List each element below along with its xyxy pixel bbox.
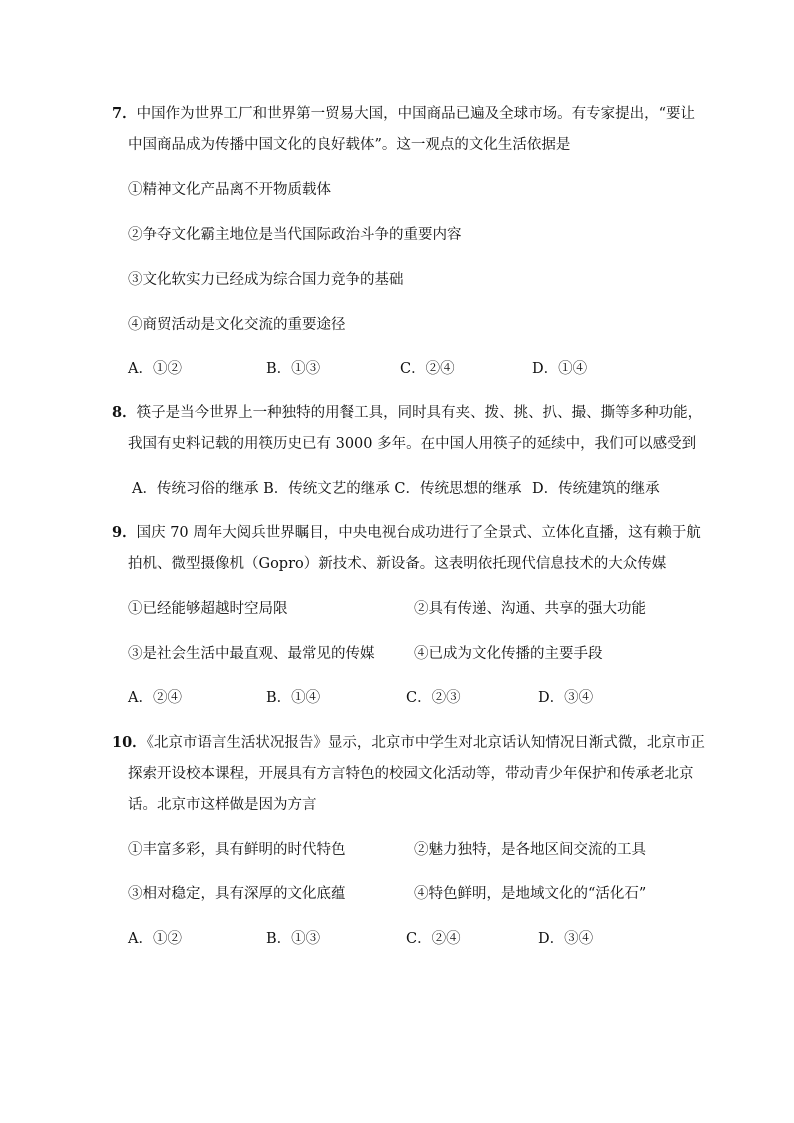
q8-stem-2: 我国有史料记载的用筷历史已有 3000 多年。在中国人用筷子的延续中，我们可以感受到 bbox=[128, 436, 697, 452]
q10-choice-a: A．①② bbox=[128, 931, 182, 947]
q9-stem-1: 国庆 70 周年大阅兵世界瞩目，中央电视台成功进行了全景式、立体化直播，这有赖于航 bbox=[136, 525, 701, 541]
q10-stem-1: 《北京市语言生活状况报告》显示，北京市中学生对北京话认知情况日渐式微，北京市正 bbox=[146, 735, 705, 751]
q8-choice-d: D．传统建筑的继承 bbox=[532, 481, 660, 497]
q10-statement-3: ③相对稳定，具有深厚的文化底蕴 bbox=[128, 886, 346, 902]
q10-statement-2: ②魅力独特，是各地区间交流的工具 bbox=[414, 842, 646, 858]
q9-statement-1: ①已经能够超越时空局限 bbox=[128, 601, 288, 617]
q9-choice-c: C．②③ bbox=[406, 690, 461, 706]
q7-choice-b: B．①③ bbox=[266, 361, 321, 377]
q10-statement-1: ①丰富多彩，具有鲜明的时代特色 bbox=[128, 842, 346, 858]
q10-stem-2: 探索开设校本课程，开展具有方言特色的校园文化活动等，带动青少年保护和传承老北京 bbox=[128, 766, 694, 782]
q10-line-1 bbox=[112, 731, 705, 752]
q7-choice-a: A．①② bbox=[128, 361, 182, 377]
q10-number: 10． bbox=[112, 734, 147, 751]
q7-statement-2: ②争夺文化霸主地位是当代国际政治斗争的重要内容 bbox=[128, 227, 462, 243]
q10-stem-3: 话。北京市这样做是因为方言 bbox=[128, 797, 317, 813]
q8-line-1 bbox=[112, 401, 702, 422]
q10-choice-d: D．③④ bbox=[538, 931, 594, 947]
q7-number: 7． bbox=[112, 105, 137, 122]
q8-choices-abc: A．传统习俗的继承 B．传统文艺的继承 C．传统思想的继承 bbox=[132, 481, 522, 497]
q7-statement-3: ③文化软实力已经成为综合国力竞争的基础 bbox=[128, 272, 404, 288]
q7-stem-1: 中国作为世界工厂和世界第一贸易大国，中国商品已遍及全球市场。有专家提出，“要让 bbox=[136, 106, 696, 122]
q9-line-1 bbox=[112, 521, 701, 542]
q9-statement-4: ④已成为文化传播的主要手段 bbox=[414, 646, 603, 662]
q9-statement-3: ③是社会生活中最直观、最常见的传媒 bbox=[128, 646, 375, 662]
q7-stem-2: 中国商品成为传播中国文化的良好载体”。这一观点的文化生活依据是 bbox=[128, 137, 571, 153]
q10-statement-4: ④特色鲜明，是地域文化的“活化石” bbox=[414, 886, 647, 902]
q9-choice-b: B．①④ bbox=[266, 690, 321, 706]
q8-stem-1: 筷子是当今世界上一种独特的用餐工具，同时具有夹、拨、挑、扒、撮、撕等多种功能， bbox=[136, 405, 703, 421]
q9-stem-2: 拍机、微型摄像机（Gopro）新技术、新设备。这表明依托现代信息技术的大众传媒 bbox=[128, 556, 667, 572]
q8-number: 8． bbox=[112, 404, 137, 421]
q7-line-1 bbox=[112, 102, 695, 123]
q7-statement-1: ①精神文化产品离不开物质载体 bbox=[128, 182, 331, 198]
q7-statement-4: ④商贸活动是文化交流的重要途径 bbox=[128, 317, 346, 333]
q9-statement-2: ②具有传递、沟通、共享的强大功能 bbox=[414, 601, 646, 617]
q10-choice-c: C．②④ bbox=[406, 931, 461, 947]
q9-choice-a: A．②④ bbox=[128, 690, 182, 706]
q10-choice-b: B．①③ bbox=[266, 931, 321, 947]
q9-number: 9． bbox=[112, 524, 137, 541]
q7-choice-c: C．②④ bbox=[400, 361, 455, 377]
q9-choice-d: D．③④ bbox=[538, 690, 594, 706]
q7-choice-d: D．①④ bbox=[532, 361, 588, 377]
